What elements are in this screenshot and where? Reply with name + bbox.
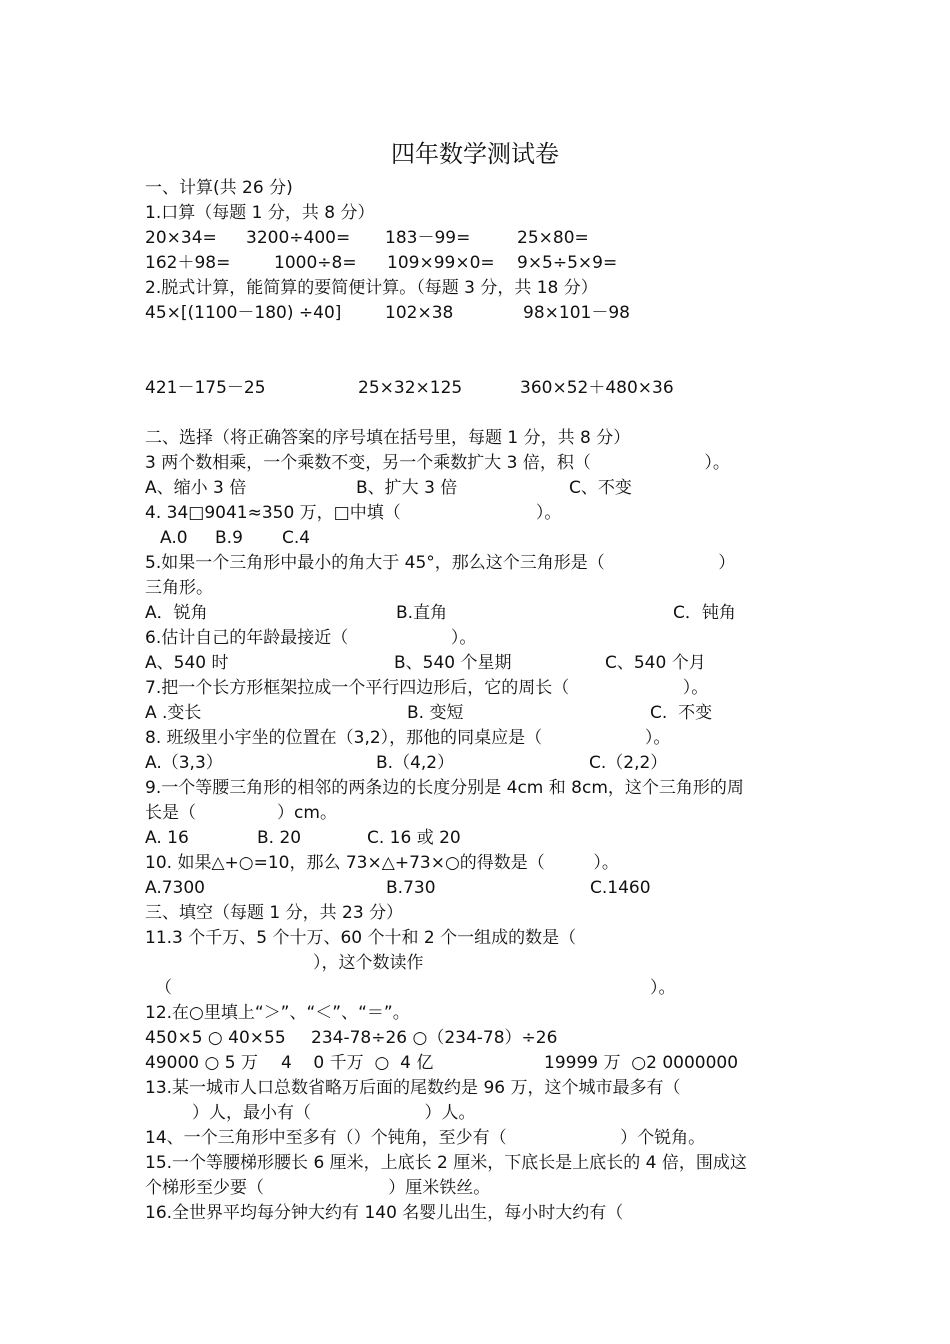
q11-text-cont: ），这个数读作 bbox=[313, 953, 424, 973]
oral-item: 20×34= bbox=[145, 228, 217, 248]
compare-item: 450×5 ○ 40×55 bbox=[145, 1028, 286, 1048]
option-b: B. 变短 bbox=[407, 703, 464, 723]
calc-item: 25×32×125 bbox=[358, 378, 463, 398]
q15-text-cont: 个梯形至少要（ ）厘米铁丝。 bbox=[145, 1178, 491, 1198]
q4-text: 4. 34□9041≈350 万，□中填（ ）。 bbox=[145, 503, 562, 523]
option-c: C.4 bbox=[282, 528, 311, 548]
option-a: A.0 bbox=[160, 528, 188, 548]
oral-item: 3200÷400= bbox=[246, 228, 351, 248]
q6-text: 6.估计自己的年龄最接近（ ）。 bbox=[145, 628, 477, 648]
option-b: B、扩大 3 倍 bbox=[356, 478, 458, 498]
option-c: C．钝角 bbox=[673, 603, 736, 623]
option-a: A .变长 bbox=[145, 703, 202, 723]
q3-text: 3 两个数相乘，一个乘数不变，另一个乘数扩大 3 倍，积（ ）。 bbox=[145, 453, 730, 473]
oral-item: 183－99= bbox=[385, 228, 471, 248]
oral-item: 1000÷8= bbox=[274, 253, 357, 273]
option-c: C.（2,2） bbox=[589, 753, 668, 773]
calc-item: 421－175－25 bbox=[145, 378, 266, 398]
option-a: A．锐角 bbox=[145, 603, 208, 623]
oral-item: 9×5÷5×9= bbox=[517, 253, 618, 273]
option-a: A、缩小 3 倍 bbox=[145, 478, 247, 498]
q10-text: 10. 如果△+○=10，那么 73×△+73×○的得数是（ ）。 bbox=[145, 853, 619, 873]
calc-item: 102×38 bbox=[385, 303, 454, 323]
q14-text: 14、一个三角形中至多有（）个钝角，至少有（ ）个锐角。 bbox=[145, 1128, 706, 1148]
option-a: A.7300 bbox=[145, 878, 205, 898]
q16-text: 16.全世界平均每分钟大约有 140 名婴儿出生，每小时大约有（ bbox=[145, 1203, 624, 1223]
q8-text: 8. 班级里小宇坐的位置在（3,2），那他的同桌应是（ ）。 bbox=[145, 728, 671, 748]
q15-text: 15.一个等腰梯形腰长 6 厘米，上底长 2 厘米，下底长是上底长的 4 倍，围成这 bbox=[145, 1153, 747, 1173]
q13-text: 13.某一城市人口总数省略万后面的尾数约是 96 万，这个城市最多有（ bbox=[145, 1078, 681, 1098]
compare-item: 234-78÷26 ○（234-78）÷26 bbox=[311, 1028, 558, 1048]
oral-item: 109×99×0= bbox=[387, 253, 495, 273]
option-a: A、540 时 bbox=[145, 653, 229, 673]
q7-text: 7.把一个长方形框架拉成一个平行四边形后，它的周长（ ）。 bbox=[145, 678, 709, 698]
q11-paren-open: （ bbox=[155, 978, 172, 998]
q12-text: 12.在○里填上“＞”、“＜”、“＝”。 bbox=[145, 1003, 410, 1023]
option-b: B.730 bbox=[386, 878, 436, 898]
option-b: B、540 个星期 bbox=[394, 653, 512, 673]
q9-text: 9.一个等腰三角形的相邻的两条边的长度分别是 4cm 和 8cm，这个三角形的周 bbox=[145, 778, 744, 798]
option-c: C、540 个月 bbox=[605, 653, 706, 673]
compare-item: 49000 ○ 5 万 bbox=[145, 1053, 258, 1073]
option-b: B. 20 bbox=[257, 828, 302, 848]
q5-text-cont: 三角形。 bbox=[145, 578, 213, 598]
q1-heading: 1.口算（每题 1 分，共 8 分） bbox=[145, 203, 375, 223]
q11-paren-close: ）。 bbox=[650, 978, 676, 998]
compare-item: 19999 万 ○2 0000000 bbox=[544, 1053, 739, 1073]
option-c: C. 16 或 20 bbox=[367, 828, 461, 848]
q9-text-cont: 长是（ ）cm。 bbox=[145, 803, 337, 823]
option-a: A.（3,3） bbox=[145, 753, 223, 773]
section-1-heading: 一、计算(共 26 分) bbox=[145, 178, 293, 198]
option-b: B.（4,2） bbox=[376, 753, 455, 773]
q2-heading: 2.脱式计算，能简算的要简便计算。（每题 3 分，共 18 分） bbox=[145, 278, 598, 298]
calc-item: 98×101－98 bbox=[523, 303, 630, 323]
compare-item: 4 0 千万 ○ 4 亿 bbox=[281, 1053, 434, 1073]
option-c: C. 不变 bbox=[650, 703, 713, 723]
oral-item: 25×80= bbox=[517, 228, 589, 248]
section-3-heading: 三、填空（每题 1 分，共 23 分） bbox=[145, 903, 404, 923]
calc-item: 360×52＋480×36 bbox=[520, 378, 674, 398]
q13-text-cont: ）人，最小有（ ）人。 bbox=[192, 1103, 476, 1123]
q5-text: 5.如果一个三角形中最小的角大于 45°，那么这个三角形是（ ） bbox=[145, 553, 736, 573]
option-b: B.直角 bbox=[396, 603, 448, 623]
section-2-heading: 二、选择（将正确答案的序号填在括号里，每题 1 分，共 8 分） bbox=[145, 428, 631, 448]
calc-item: 45×[(1100－180) ÷40] bbox=[145, 303, 342, 323]
option-c: C.1460 bbox=[590, 878, 651, 898]
option-c: C、不变 bbox=[569, 478, 632, 498]
option-a: A. 16 bbox=[145, 828, 189, 848]
page-title: 四年数学测试卷 bbox=[391, 140, 559, 168]
oral-item: 162＋98= bbox=[145, 253, 231, 273]
q11-text: 11.3 个千万、5 个十万、60 个十和 2 个一组成的数是（ bbox=[145, 928, 577, 948]
option-b: B.9 bbox=[215, 528, 243, 548]
